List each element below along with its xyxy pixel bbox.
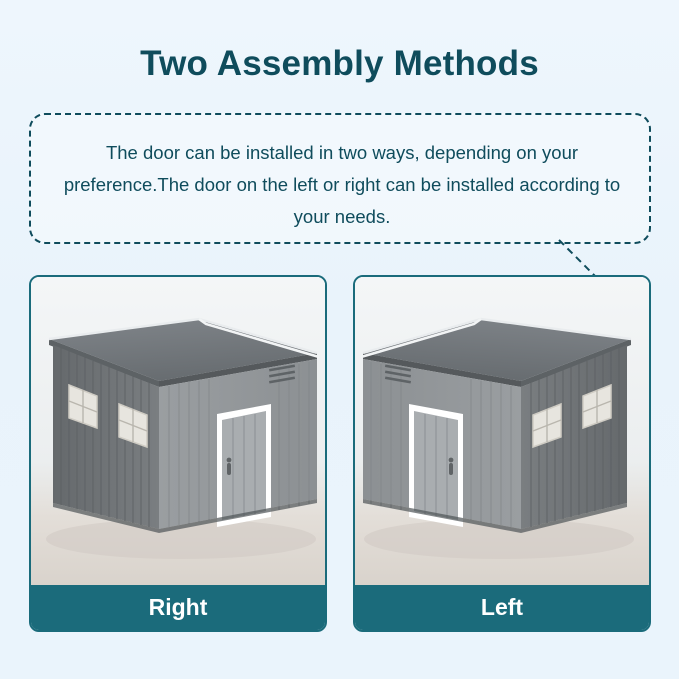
shed-scene-left [355,277,649,585]
shed-illustration-right [31,277,325,585]
callout-text: The door can be installed in two ways, depending on your preference.The door on the left or right can be installed according to your needs. [63,142,621,227]
panel-label-right: Right [31,585,325,630]
shed-scene-right [31,277,325,585]
callout-bubble [29,113,651,244]
panel-label-left: Left [355,585,649,630]
shed-illustration-left [355,277,649,585]
panel-right-door[interactable] [29,275,327,632]
page-title: Two Assembly Methods [140,44,539,83]
panel-left-door[interactable] [353,275,651,632]
panel-group [29,275,651,632]
